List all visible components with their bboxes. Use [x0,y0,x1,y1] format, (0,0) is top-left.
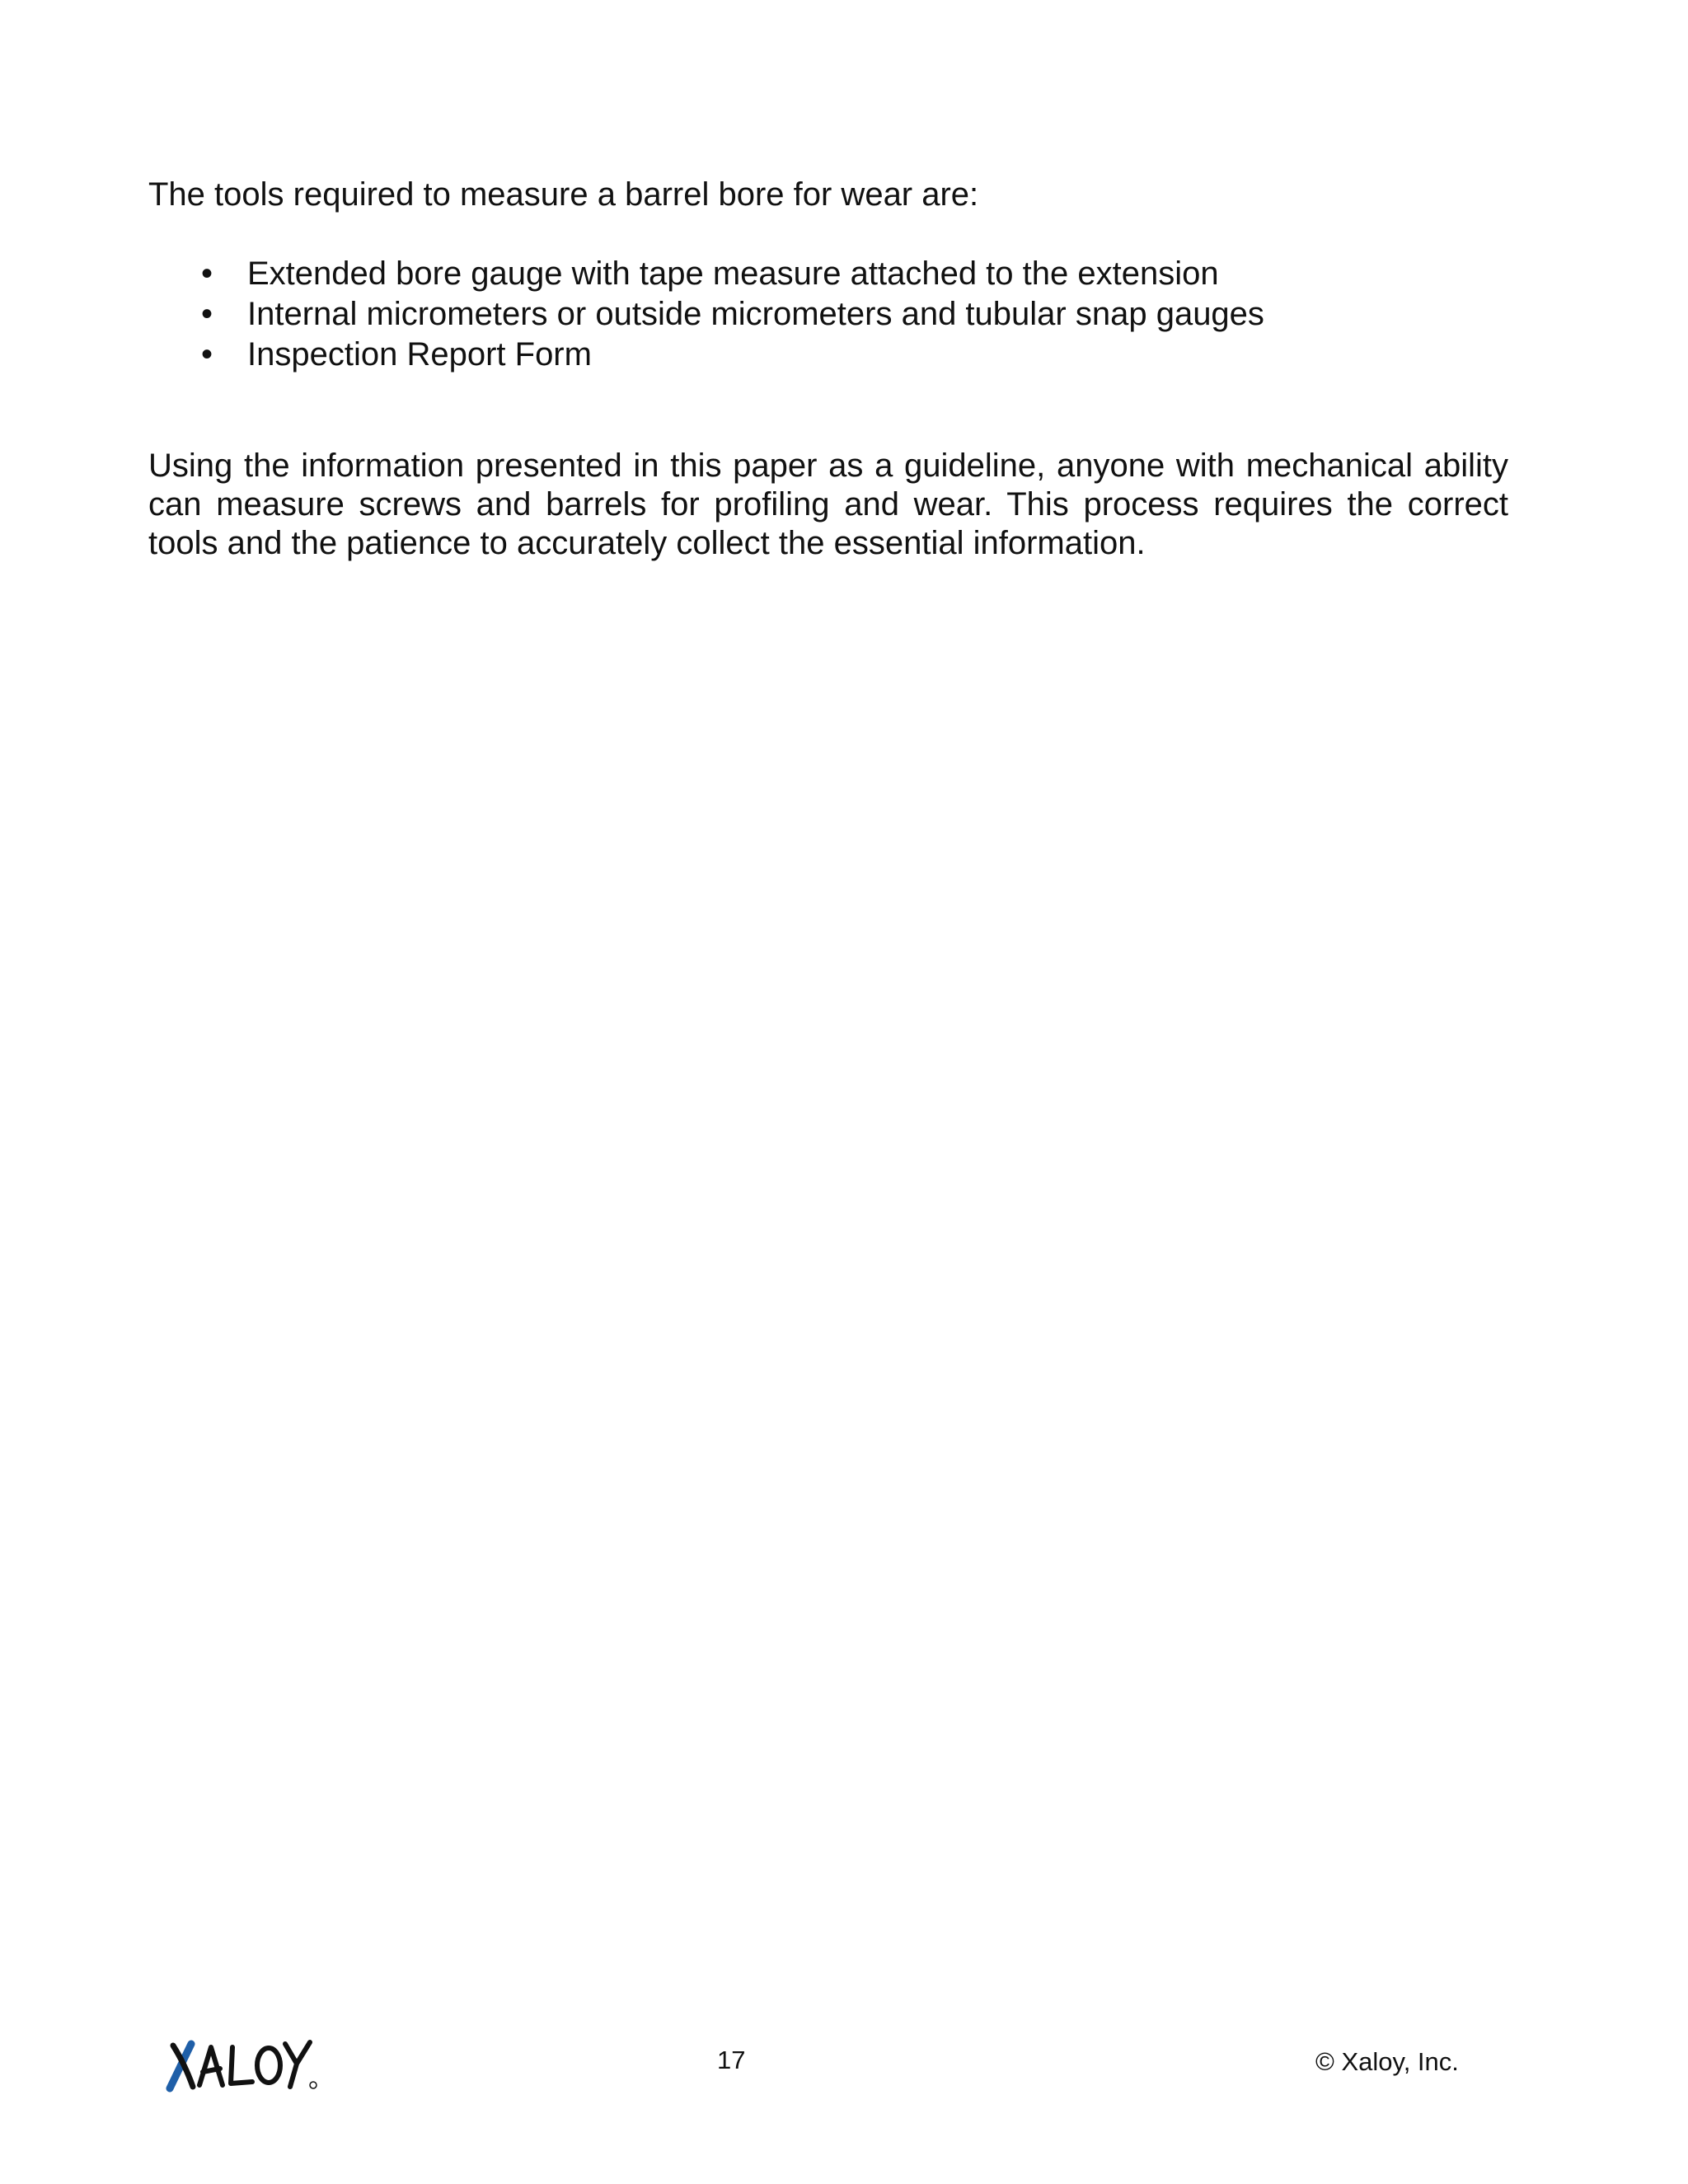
bullet-icon: • [201,336,213,373]
list-item-text: Inspection Report Form [247,336,592,373]
xaloy-logo [165,2036,321,2093]
page-number: 17 [717,2046,746,2074]
bullet-icon: • [201,255,213,292]
list-item-text: Extended bore gauge with tape measure attached to the extension [247,255,1219,292]
intro-sentence: The tools required to measure a barrel bore for wear are: [148,176,979,213]
list-item [148,254,1264,294]
copyright-notice: © Xaloy, Inc. [1315,2047,1459,2076]
list-item [148,294,1264,335]
summary-paragraph: Using the information presented in this paper as a guideline, anyone with mechanical ability can measure screws and barrels for profiling and wear. This process requires the correct tools and the patience to accurately collect the essential information. [148,448,1508,561]
list-item [148,335,1264,375]
bullet-icon: • [201,296,213,332]
list-item-text: Internal micrometers or outside micrometers and tubular snap gauges [247,296,1264,332]
tools-list [148,254,1264,375]
